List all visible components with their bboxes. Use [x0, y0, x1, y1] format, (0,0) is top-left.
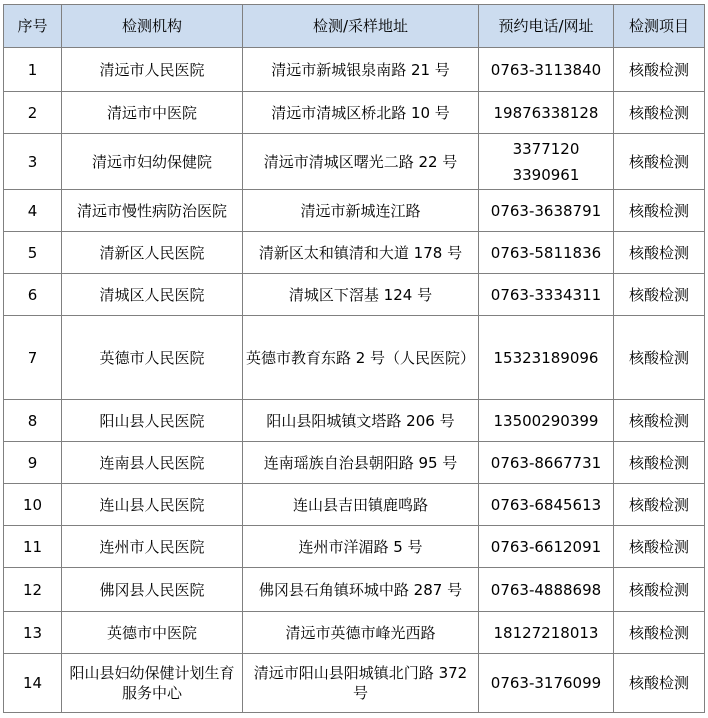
- row-address: 连南瑶族自治县朝阳路 95 号: [243, 442, 479, 484]
- row-institution: 连州市人民医院: [62, 526, 243, 568]
- phone-number: 13500290399: [493, 411, 599, 430]
- row-index: 8: [4, 400, 62, 442]
- header-test-item: 检测项目: [614, 5, 705, 48]
- row-institution: 阳山县人民医院: [62, 400, 243, 442]
- row-phone: [479, 190, 614, 232]
- row-phone: [479, 48, 614, 92]
- header-address: 检测/采样地址: [243, 5, 479, 48]
- row-test-item: 核酸检测: [614, 316, 705, 400]
- row-institution: 阳山县妇幼保健计划生育服务中心: [62, 654, 243, 713]
- row-institution: 英德市人民医院: [62, 316, 243, 400]
- row-test-item: 核酸检测: [614, 526, 705, 568]
- phone-number: 15323189096: [493, 348, 599, 367]
- table-row: [4, 274, 705, 316]
- table-row: [4, 316, 705, 400]
- row-index: 4: [4, 190, 62, 232]
- table-row: [4, 484, 705, 526]
- row-address: 清城区下滘基 124 号: [243, 274, 479, 316]
- row-phone: [479, 526, 614, 568]
- row-phone: [479, 316, 614, 400]
- header-row: [4, 5, 705, 48]
- row-test-item: 核酸检测: [614, 134, 705, 190]
- row-institution: 连南县人民医院: [62, 442, 243, 484]
- phone-number: 0763-8667731: [490, 453, 602, 472]
- row-test-item: 核酸检测: [614, 442, 705, 484]
- phone-number: 3377120: [512, 139, 580, 158]
- row-index: 7: [4, 316, 62, 400]
- table-row: [4, 568, 705, 612]
- header-institution: 检测机构: [62, 5, 243, 48]
- table-row: [4, 232, 705, 274]
- row-phone: [479, 232, 614, 274]
- row-index: 10: [4, 484, 62, 526]
- row-address: 清远市清城区桥北路 10 号: [243, 92, 479, 134]
- row-institution: 清远市妇幼保健院: [62, 134, 243, 190]
- row-test-item: 核酸检测: [614, 568, 705, 612]
- row-phone: [479, 92, 614, 134]
- phone-number: 18127218013: [493, 623, 599, 642]
- row-institution: 英德市中医院: [62, 612, 243, 654]
- table-header: [4, 5, 705, 48]
- row-index: 12: [4, 568, 62, 612]
- phone-number: 0763-5811836: [490, 243, 602, 262]
- row-test-item: 核酸检测: [614, 612, 705, 654]
- row-address: 阳山县阳城镇文塔路 206 号: [243, 400, 479, 442]
- row-address: 连州市洋湄路 5 号: [243, 526, 479, 568]
- row-index: 13: [4, 612, 62, 654]
- row-test-item: 核酸检测: [614, 484, 705, 526]
- table-row: [4, 442, 705, 484]
- row-index: 14: [4, 654, 62, 713]
- phone-number: 0763-3113840: [490, 60, 602, 79]
- row-index: 3: [4, 134, 62, 190]
- row-institution: 清远市人民医院: [62, 48, 243, 92]
- header-index: 序号: [4, 5, 62, 48]
- row-test-item: 核酸检测: [614, 190, 705, 232]
- row-institution: 清新区人民医院: [62, 232, 243, 274]
- row-phone: [479, 568, 614, 612]
- row-address: 清远市英德市峰光西路: [243, 612, 479, 654]
- phone-number: 0763-6845613: [490, 495, 602, 514]
- row-test-item: 核酸检测: [614, 48, 705, 92]
- phone-number: 0763-3638791: [490, 201, 602, 220]
- phone-number: 0763-4888698: [490, 580, 602, 599]
- table-row: [4, 400, 705, 442]
- table-row: [4, 134, 705, 190]
- row-test-item: 核酸检测: [614, 232, 705, 274]
- row-phone: [479, 612, 614, 654]
- row-index: 5: [4, 232, 62, 274]
- table-row: [4, 612, 705, 654]
- header-phone: 预约电话/网址: [479, 5, 614, 48]
- row-phone: [479, 442, 614, 484]
- row-phone: [479, 134, 614, 190]
- row-address: 清远市新城银泉南路 21 号: [243, 48, 479, 92]
- row-test-item: 核酸检测: [614, 654, 705, 713]
- row-index: 2: [4, 92, 62, 134]
- row-address: 清新区太和镇清和大道 178 号: [243, 232, 479, 274]
- phone-number: 19876338128: [493, 103, 599, 122]
- row-address: 英德市教育东路 2 号（人民医院）: [243, 316, 479, 400]
- row-address: 清远市清城区曙光二路 22 号: [243, 134, 479, 190]
- row-test-item: 核酸检测: [614, 274, 705, 316]
- row-phone: [479, 274, 614, 316]
- table-row: [4, 92, 705, 134]
- row-institution: 清城区人民医院: [62, 274, 243, 316]
- row-index: 11: [4, 526, 62, 568]
- row-address: 清远市阳山县阳城镇北门路 372 号: [243, 654, 479, 713]
- row-phone: [479, 654, 614, 713]
- table-body: [4, 48, 705, 713]
- phone-number: 0763-3176099: [490, 674, 602, 692]
- table-row: [4, 48, 705, 92]
- row-index: 9: [4, 442, 62, 484]
- row-address: 佛冈县石角镇环城中路 287 号: [243, 568, 479, 612]
- row-institution: 连山县人民医院: [62, 484, 243, 526]
- testing-sites-table: [3, 4, 705, 713]
- row-test-item: 核酸检测: [614, 400, 705, 442]
- phone-number: 0763-6612091: [490, 537, 602, 556]
- table-row: [4, 526, 705, 568]
- row-institution: 清远市慢性病防治医院: [62, 190, 243, 232]
- row-institution: 佛冈县人民医院: [62, 568, 243, 612]
- row-index: 1: [4, 48, 62, 92]
- row-index: 6: [4, 274, 62, 316]
- row-address: 连山县吉田镇鹿鸣路: [243, 484, 479, 526]
- row-test-item: 核酸检测: [614, 92, 705, 134]
- table-row: [4, 654, 705, 713]
- table-row: [4, 190, 705, 232]
- phone-number: 3390961: [512, 165, 580, 184]
- phone-number: 0763-3334311: [490, 285, 602, 304]
- row-address: 清远市新城连江路: [243, 190, 479, 232]
- row-institution: 清远市中医院: [62, 92, 243, 134]
- row-phone: [479, 400, 614, 442]
- row-phone: [479, 484, 614, 526]
